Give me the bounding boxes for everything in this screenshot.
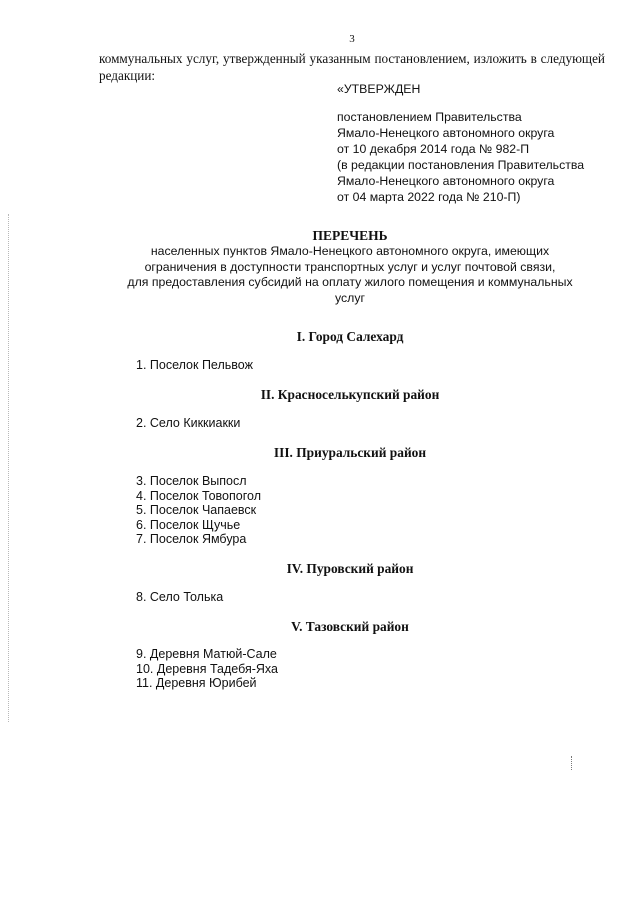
settlement-list-krasnoselkup <box>136 416 240 431</box>
document-subtitle-line: услуг <box>335 290 365 305</box>
section-heading-purovsky: IV. Пуровский район <box>286 561 414 576</box>
document-subtitle-line: для предоставления субсидий на оплату жилого помещения и коммунальных <box>127 275 573 289</box>
approval-line: Ямало-Ненецкого автономного округа <box>337 126 555 140</box>
approval-line: (в редакции постановления Правительства <box>337 158 585 172</box>
settlement-item: 3. Поселок Выпосл <box>136 474 247 488</box>
settlement-item: 5. Поселок Чапаевск <box>136 503 257 517</box>
section-heading-krasnoselkup: II. Красноселькупский район <box>260 387 440 402</box>
scan-mark <box>571 756 572 770</box>
section-heading-tazovsky: V. Тазовский район <box>291 619 409 634</box>
approval-line: от 10 декабря 2014 года № 982-П <box>337 142 530 156</box>
approval-line: Ямало-Ненецкого автономного округа <box>337 174 555 188</box>
section-heading-priuralsky: III. Приуральский район <box>273 445 427 460</box>
settlement-item: 1. Поселок Пельвож <box>136 358 253 372</box>
settlement-item: 9. Деревня Матюй-Сале <box>136 647 277 661</box>
settlement-item: 6. Поселок Щучье <box>136 517 241 532</box>
settlement-list-salekhard <box>136 358 253 373</box>
page-number: 3 <box>349 33 355 45</box>
intro-paragraph: коммунальных услуг, утвержденный указанным постановлением, изложить в следующей редакции: <box>99 51 605 83</box>
settlement-item: 7. Поселок Ямбура <box>136 532 247 546</box>
document-subtitle-line: населенных пунктов Ямало-Ненецкого автономного округа, имеющих <box>150 244 550 258</box>
document-subtitle-line: ограничения в доступности транспортных услуг и услуг почтовой связи, <box>144 259 556 274</box>
settlement-item: 4. Поселок Товопогол <box>136 488 261 503</box>
section-heading-salekhard: I. Город Салехард <box>296 329 404 344</box>
approval-title: «УТВЕРЖДЕН <box>337 82 421 96</box>
approval-line: постановлением Правительства <box>337 110 522 124</box>
document-title: ПЕРЕЧЕНЬ <box>312 228 388 243</box>
approval-stamp <box>337 80 622 205</box>
settlement-list-tazovsky <box>136 647 278 691</box>
approval-details <box>337 109 622 205</box>
settlement-list-priuralsky <box>136 474 261 547</box>
settlement-item: 2. Село Киккиакки <box>136 416 241 430</box>
approval-line: от 04 марта 2022 года № 210-П) <box>337 190 521 204</box>
settlement-list-purovsky <box>136 590 223 605</box>
settlement-item: 10. Деревня Тадебя-Яха <box>136 661 278 676</box>
settlement-item: 11. Деревня Юрибей <box>136 676 257 690</box>
settlement-item: 8. Село Толька <box>136 590 224 604</box>
scan-edge-dots <box>8 214 9 722</box>
document-heading <box>90 227 610 306</box>
